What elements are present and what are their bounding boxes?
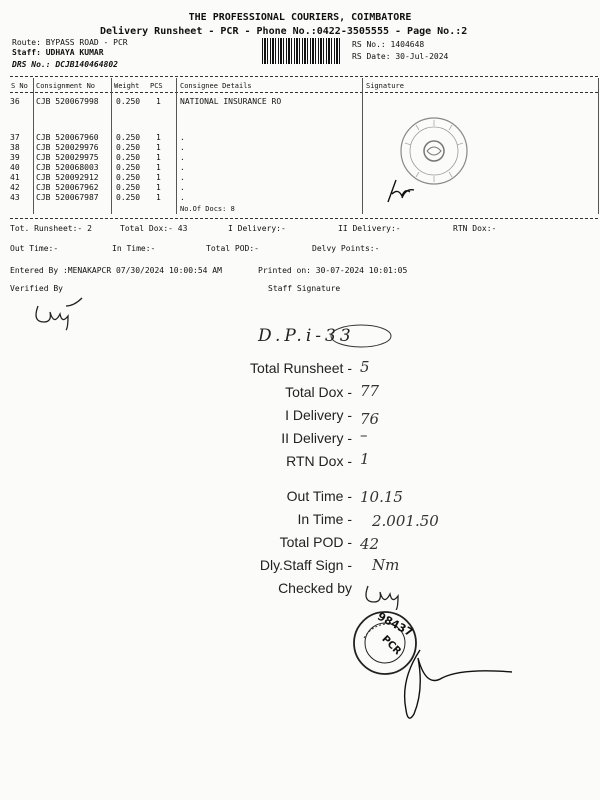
hw-value-i-delivery: 76 (360, 410, 380, 428)
col-divider (598, 78, 599, 214)
cell-consignment: CJB 520029976 (36, 143, 99, 152)
hw-value-total-dox: 77 (360, 382, 380, 400)
rs-number: RS No.: 1404648 (352, 40, 425, 49)
hw-label-i-delivery: I Delivery - (285, 407, 352, 423)
total-pod: Total POD:- (206, 244, 259, 253)
hw-label-total-runsheet: Total Runsheet - (250, 360, 352, 376)
checker-signature (360, 576, 410, 610)
cell-consignment: CJB 520068003 (36, 163, 99, 172)
tot-runsheet: Tot. Runsheet:- 2 (10, 224, 92, 233)
staff-label: Staff: UDHAYA KUMAR (12, 48, 104, 57)
cell-pcs: 1 (156, 183, 161, 192)
cell-sno: 38 (10, 143, 20, 152)
no-of-docs: No.Of Docs: 8 (180, 205, 235, 213)
cell-weight: 0.250 (116, 183, 141, 192)
hw-value-total-runsheet: 5 (360, 358, 370, 376)
staff-signature: Staff Signature (268, 284, 341, 293)
large-scribble-signature (380, 640, 520, 730)
barcode (262, 38, 342, 64)
col-divider (176, 78, 177, 214)
delvy-points: Delvy Points:- (312, 244, 380, 253)
cell-consignee: . (180, 163, 185, 172)
col-divider (111, 78, 112, 214)
company-title: THE PROFESSIONAL COURIERS, COIMBATORE (188, 12, 412, 23)
hw-value-in-time: 2.001.50 (372, 512, 439, 530)
cell-weight: 0.250 (116, 163, 141, 172)
cell-consignment: CJB 520067960 (36, 133, 99, 142)
hw-label-checked-by: Checked by (278, 580, 352, 596)
cell-pcs: 1 (156, 173, 161, 182)
cell-consignee: . (180, 133, 185, 142)
hw-label-out-time: Out Time - (286, 488, 352, 504)
table-top-rule (10, 76, 598, 77)
hw-value-total-pod: 42 (360, 535, 380, 553)
cell-sno: 39 (10, 153, 20, 162)
in-time: In Time:- (112, 244, 156, 253)
cell-sno: 40 (10, 163, 20, 172)
cell-consignee: . (180, 143, 185, 152)
col-header-pcs: PCS (150, 82, 163, 90)
table-header-rule (10, 92, 598, 93)
cell-weight: 0.250 (116, 193, 141, 202)
cell-consignee: NATIONAL INSURANCE RO (180, 97, 282, 106)
verified-by: Verified By (10, 284, 63, 293)
cell-pcs: 1 (156, 193, 161, 202)
col-divider (33, 78, 34, 214)
summary-rule (10, 218, 598, 219)
col-header-weight: Weight (114, 82, 140, 90)
hw-label-total-pod: Total POD - (279, 534, 352, 550)
col-divider (362, 78, 363, 214)
cell-weight: 0.250 (116, 97, 141, 106)
col-header-signature: Signature (366, 82, 404, 90)
cell-pcs: 1 (156, 97, 161, 106)
i-delivery: I Delivery:- (228, 224, 286, 233)
verifier-signature (30, 296, 86, 332)
cell-sno: 43 (10, 193, 20, 202)
hw-label-in-time: In Time - (297, 511, 352, 527)
rtn-dox: RTN Dox:- (453, 224, 497, 233)
hw-value-rtn-dox: 1 (360, 450, 370, 468)
hw-value-ii-delivery: – (360, 426, 368, 444)
drs-handwritten-note: D.P.i-33 (258, 326, 355, 346)
printed-on: Printed on: 30-07-2024 10:01:05 (258, 266, 408, 275)
hw-value-out-time: 10.15 (360, 488, 403, 506)
cell-sno: 36 (10, 97, 20, 106)
total-dox: Total Dox:- 43 (120, 224, 188, 233)
cell-weight: 0.250 (116, 143, 141, 152)
cell-sno: 41 (10, 173, 20, 182)
receiver-signature (382, 172, 418, 208)
stamp-code: PCR (379, 633, 403, 658)
cell-weight: 0.250 (116, 133, 141, 142)
drs-number: DRS No.: DCJB140464802 (12, 60, 118, 69)
cell-consignment: CJB 520067962 (36, 183, 99, 192)
col-header-sno: S No (11, 82, 28, 90)
cell-pcs: 1 (156, 143, 161, 152)
cell-weight: 0.250 (116, 173, 141, 182)
cell-consignment: CJB 520092912 (36, 173, 99, 182)
cell-consignee: . (180, 183, 185, 192)
hw-label-total-dox: Total Dox - (285, 384, 352, 400)
hw-label-staff-sign: Dly.Staff Sign - (259, 557, 352, 573)
cell-sno: 42 (10, 183, 20, 192)
hw-label-ii-delivery: II Delivery - (281, 430, 352, 446)
entered-by: Entered By :MENAKAPCR 07/30/2024 10:00:54 AM (10, 266, 222, 275)
cell-consignment: CJB 520067998 (36, 97, 99, 106)
cell-weight: 0.250 (116, 153, 141, 162)
cell-consignee: . (180, 153, 185, 162)
hw-label-rtn-dox: RTN Dox - (286, 453, 352, 469)
cell-consignment: CJB 520067987 (36, 193, 99, 202)
cell-pcs: 1 (156, 133, 161, 142)
cell-consignee: . (180, 193, 185, 202)
hw-value-staff-sign: Nm (372, 556, 400, 574)
cell-pcs: 1 (156, 153, 161, 162)
route-label: Route: BYPASS ROAD - PCR (12, 38, 128, 47)
out-time: Out Time:- (10, 244, 59, 253)
cell-consignment: CJB 520029975 (36, 153, 99, 162)
note-circle (326, 322, 396, 352)
ii-delivery: II Delivery:- (338, 224, 401, 233)
col-header-consignment: Consignment No (36, 82, 96, 90)
col-header-consignee: Consignee Details (180, 82, 252, 90)
stamp-number: 98437 (375, 609, 416, 640)
cell-pcs: 1 (156, 163, 161, 172)
cell-sno: 37 (10, 133, 20, 142)
cell-consignee: . (180, 173, 185, 182)
runsheet-subtitle: Delivery Runsheet - PCR - Phone No.:0422-3505555 - Page No.:2 (100, 26, 468, 37)
rs-date: RS Date: 30-Jul-2024 (352, 52, 449, 61)
